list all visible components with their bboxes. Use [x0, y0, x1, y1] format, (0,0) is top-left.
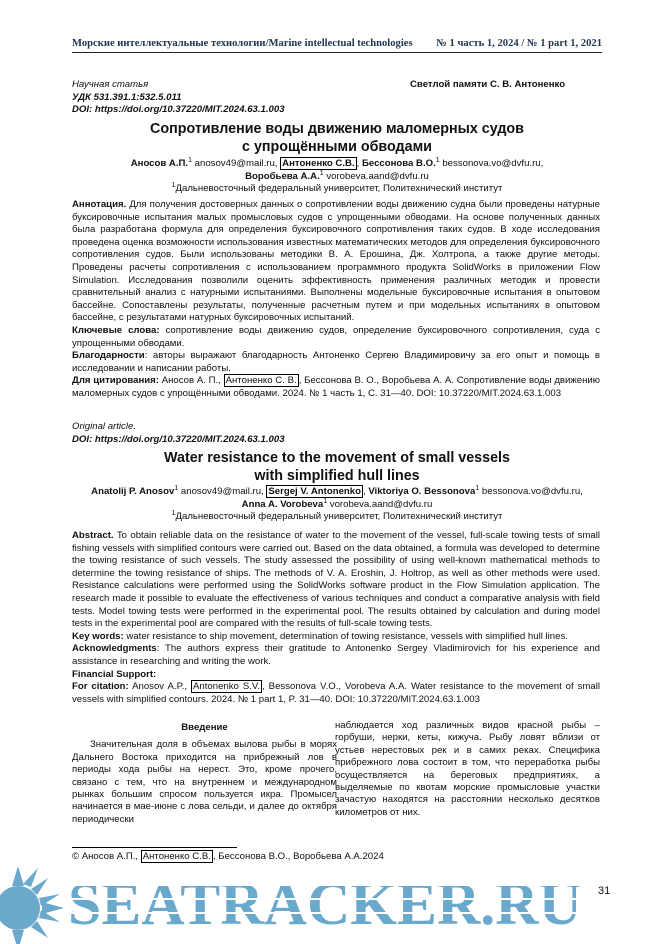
- label: Благодарности: [72, 350, 145, 362]
- author-name: Viktoriya O. Bessonova: [368, 486, 476, 497]
- ru-title: [72, 121, 602, 156]
- affil-mark: 1: [319, 169, 324, 177]
- intro-paragraph: наблюдается ход различных видов красной рыбы – горбуши, нерки, кеты, кижуча. Рыбу ловят вблизи от устьев нерестовых рек и в самих реках. Специфика прибрежного лова состоит в том, что переработка рыбы осуществляется на береговых предприятиях, а выделяемые по квотам морские промысловые участки зачастую находятся на расстоянии несколько десятков километров от них.: [335, 720, 600, 818]
- en-title: [72, 450, 602, 485]
- text: , Бессонова В. О., Воробьева А. А. Сопротивление воды движению маломерных судов с упрощёнными обводами. 2024. № 1 часть 1, С. 31—40. DOI: 10.37220/MIT.2024.63.1.003: [72, 375, 600, 399]
- text: : авторы выражают благодарность Антоненко Сергею Владимировичу за его опыт и помощь в исследовании и написании работы.: [72, 350, 600, 374]
- watermark-logo: SEATRACKER.RU: [68, 871, 582, 937]
- label: Abstract.: [72, 530, 114, 541]
- affil-mark: 1: [174, 484, 179, 492]
- issue-info: № 1 часть 1, 2024 / № 1 part 1, 2021: [436, 38, 602, 49]
- affil-mark: 1: [435, 156, 440, 164]
- label: For citation:: [72, 681, 129, 693]
- author-name: Аносов А.П.: [130, 158, 189, 169]
- en-title-line: with simplified hull lines: [254, 467, 420, 484]
- ru-title-line: с упрощёнными обводами: [242, 138, 432, 155]
- en-keywords: [72, 631, 600, 644]
- affil-mark: 1: [171, 509, 176, 517]
- ru-abstract-block: [72, 199, 600, 401]
- affil-mark: 1: [188, 156, 192, 164]
- en-citation: [72, 681, 600, 706]
- author-boxed: Антоненко С.В.: [142, 851, 211, 862]
- sun-logo-icon: [0, 864, 68, 944]
- intro-column-2: [335, 720, 600, 819]
- en-abstract: [72, 530, 600, 631]
- article-type: Original article.: [72, 421, 136, 432]
- author-name: Воробьева А.А.: [245, 170, 320, 182]
- journal-name: Морские интеллектуальные технологии/Marine intellectual technologies: [72, 38, 413, 49]
- label: Financial Support:: [72, 668, 157, 680]
- text: : The authors express their gratitude to Antonenko Sergey Vladimirovich for his experience and assistance in researching and writing the work.: [72, 643, 600, 667]
- author-email[interactable]: vorobeva.aand@dvfu.ru: [326, 170, 429, 182]
- ru-thanks: [72, 350, 600, 375]
- ru-title-line: Сопротивление воды движению маломерных судов: [150, 121, 524, 137]
- affiliation: Дальневосточный федеральный университет, Политехнический институт: [175, 183, 503, 194]
- author-email[interactable]: vorobeva.aand@dvfu.ru: [329, 498, 433, 510]
- ru-keywords: [72, 325, 600, 350]
- copyright-footnote: [72, 851, 384, 863]
- label: Acknowledgments: [72, 643, 157, 655]
- intro-paragraph: Значительная доля в объемах вылова рыбы в морях Дальнего Востока приходится на прибрежный лов в периоды хода рыбы на нерест. Это, кроме прочего, связано с тем, что на внутреннем и международном рынках большим спросом пользуется икра. Промысел начинается в мае-июне с лова сельди, и далее до октября периодически: [72, 739, 337, 825]
- text: To obtain reliable data on the resistance of water to the movement of the vessel, full-scale towing tests of small fishing vessels with simplified contours were carried out. Based on the data obtained, a formula was developed to determine the towing resistance of such vessels. The study assessed the possibility of using well-known mathematical methods to determine the towing resistance of ships. The methods of V. A. Eroshin, J. Holtrop, as well as other methods were used. Resistance calculations were performed using the SolidWorks software product in the Flow Simulation application. The research made it possible to evaluate the effectiveness of various techniques and conduct a comparative analysis with field tests. Model towing tests were performed in the experimental pool. The results obtained by calculation and during model tests in the experimental pool are compared with the results of full-scale towing tests.: [72, 530, 600, 630]
- author-name: Anatolij P. Anosov: [91, 486, 175, 497]
- text: , Bessonova V.O., Vorobeva A.A. Water resistance to the movement of small vessels with simplified contours. 2024. № 1 part 1, P. 31—40. DOI: 10.37220/MIT.2024.63.1.003: [72, 681, 601, 705]
- affiliation: Дальневосточный федеральный университет, Политехнический институт: [175, 511, 503, 522]
- dedication: Светлой памяти С. В. Антоненко: [410, 79, 566, 90]
- text: water resistance to ship movement, determination of towing resistance, vessels with simplified hull lines.: [126, 630, 568, 642]
- author-name: Бессонова В.О.: [361, 158, 436, 169]
- affil-mark: 1: [323, 497, 328, 505]
- ru-authors: Аносов А.П.$^1$ anosov49@mail.ru, Антоненко С.В. , Бессонова В.О.$^1$ bessonova.vo@dvfu.ru, Воробьева А.А.$^1$ vorobeva.aand@dvfu.ru $^1$Дальневосточный федеральный университет, Политехнический институт: [130, 156, 544, 194]
- author-email[interactable]: anosov49@mail.ru,: [194, 158, 278, 169]
- author-boxed: Antonenko S.V.: [193, 681, 261, 693]
- en-abstract-block: [72, 530, 600, 706]
- label: Key words:: [72, 630, 124, 642]
- label: Ключевые слова:: [72, 324, 160, 336]
- author-email[interactable]: bessonova.vo@dvfu.ru,: [442, 158, 544, 169]
- ru-article-meta: [72, 79, 285, 117]
- intro-column-1: [72, 722, 337, 826]
- author-email[interactable]: bessonova.vo@dvfu.ru,: [481, 486, 583, 497]
- page-number: 31: [598, 885, 611, 897]
- affil-mark: 1: [475, 484, 480, 492]
- udc: УДК 531.391.1:532.5.011: [72, 91, 182, 103]
- text: © Аносов А.П.,: [72, 851, 139, 862]
- text: Anosov A.P.,: [132, 681, 188, 693]
- footnote-divider: [72, 847, 237, 848]
- text: Аносов А. П.,: [161, 375, 221, 387]
- en-authors: Anatolij P. Anosov$^1$ anosov49@mail.ru, Sergej V. Antonenko , Viktoriya O. Bessonova$^1$ bessonova.vo@dvfu.ru, Anna A. Vorobeva$^1$ vorobeva.aand@dvfu.ru $^1$Дальневосточный федеральный университет, Политехнический институт: [91, 484, 583, 522]
- author-name: Anna A. Vorobeva: [241, 498, 324, 510]
- ru-citation: [72, 375, 600, 400]
- label: Аннотация.: [72, 199, 127, 210]
- intro-heading: Введение: [181, 722, 228, 733]
- text: сопротивление воды движению судов, определение буксировочного сопротивления, суда с упрощенными обводами.: [72, 324, 600, 349]
- doi[interactable]: DOI: https://doi.org/10.37220/MIT.2024.63.1.003: [72, 104, 285, 115]
- en-title-line: Water resistance to the movement of small vessels: [164, 450, 510, 466]
- author-name-boxed: Sergej V. Antonenko: [268, 486, 361, 497]
- en-financial-support: [72, 669, 600, 682]
- running-header: [72, 38, 602, 53]
- article-type: Научная статья: [72, 79, 149, 90]
- en-acknowledgments: [72, 643, 600, 668]
- doi[interactable]: DOI: https://doi.org/10.37220/MIT.2024.63.1.003: [72, 433, 285, 445]
- affil-mark: 1: [171, 181, 176, 189]
- author-email[interactable]: anosov49@mail.ru,: [180, 486, 264, 497]
- text: Для получения достоверных данных о сопротивлении воды движению судна были проведены натурные буксировочные испытания малых промысловых судов с упрощенными обводами. На основе полученных данных была разработана формула для определения буксировочного сопротивления таких судов. В ходе исследования проведена оценка возможности использования известных математических методов для определения буксировочного сопротивления судов. Были использованы методики В. А. Ерошина, Дж. Холтропа, а также другие методы. Проведены расчеты сопротивления с использованием программного продукта SolidWorks в приложении Flow Simulation. Исследования позволили оценить эффективность применения различных методик и провести сравнительный анализ с натурными испытаниями. Выполнены модельные буксировочные испытания в опытовом бассейне. Сопоставлены результаты, полученные расчетным путем и при модельных испытаниях в опытовом бассейне, с результатами натурных буксировочных испытаний.: [72, 199, 600, 324]
- en-article-meta: [72, 421, 285, 446]
- author-name-boxed: Антоненко С.В.: [282, 158, 355, 169]
- ru-abstract: [72, 199, 600, 325]
- author-boxed: Антоненко С. В.: [225, 375, 297, 387]
- text: , Бессонова В.О., Воробьева А.А.2024: [212, 851, 384, 862]
- label: Для цитирования:: [72, 375, 159, 387]
